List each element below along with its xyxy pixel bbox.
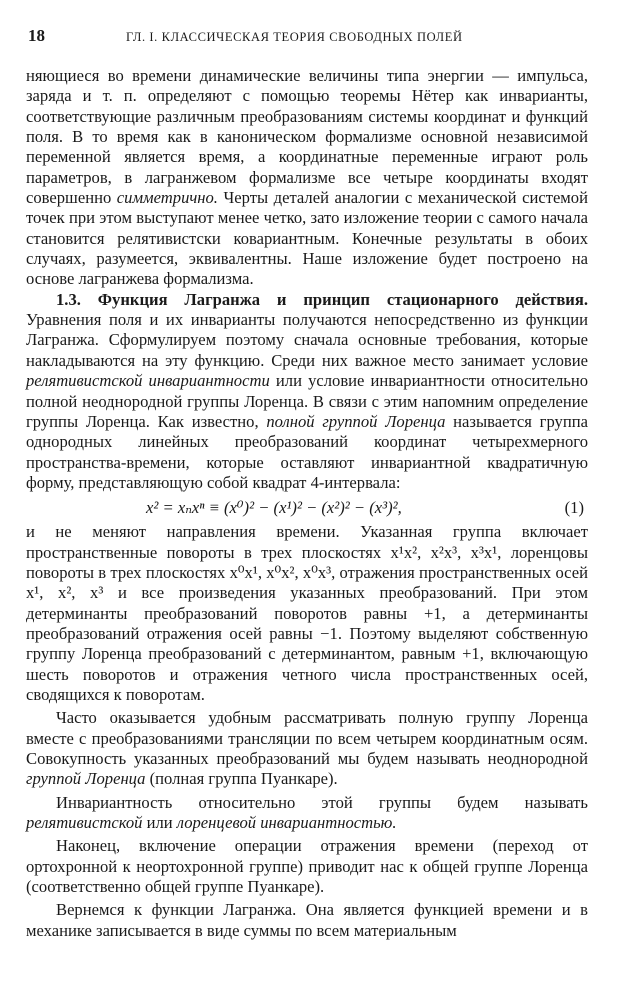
text-run: Уравнения поля и их инварианты получаются непосредственно из функции Лагранжа. Сформулируем поэтому сначала основные требования, которые накладываются на эту функцию. Среди них важное место занимает условие — [26, 310, 588, 370]
text-run: Инвариантность относительно этой группы будем называть — [56, 792, 588, 812]
paragraph-time-reflection — [26, 836, 588, 897]
text-run: и не меняют направления времени. Указанная группа включает пространственные повороты в трех плоскостях x¹x², x²x³, x³x¹, лоренцовы повороты в трех плоскостях x⁰x¹, x⁰x², x⁰x³, отражения пространственных осей x¹, x², x³ и все произведения указанных преобразований. При этом детерминанты преобразований поворотов равны +1, а детерминанты преобразований отражения осей равны −1. Поэтому выделяют собственную группу Лоренца преобразований с детерминантом, равным +1, включающую шесть поворотов и отражения четного числа пространственных осей, сводящихся к поворотам. — [26, 522, 588, 704]
text-run: или условие инвариантности относительно полной неоднородной группы Лоренца. В связи с этим напомним определение группы Лоренца. Как известно, — [26, 371, 588, 431]
paragraph-continuation — [26, 66, 588, 290]
paragraph-lorentz-group — [26, 522, 588, 705]
text-run: называется группа однородных линейных преобразований координат четырехмерного пространства-времени, которые оставляют инвариантной квадратичную форму, представляющую собой квадрат 4-интервала: — [26, 411, 588, 492]
emphasis-text: симметрично. — [116, 188, 218, 208]
section-heading: 1.3. Функция Лагранжа и принцип стационарного действия. — [56, 289, 588, 309]
emphasis-text: лоренцевой инвариантностью. — [176, 813, 397, 833]
page-number: 18 — [28, 26, 45, 45]
emphasis-text: полной группой Лоренца — [266, 411, 446, 431]
text-run: няющиеся во времени динамические величины типа энергии — импульса, заряда и т. п. определяют с помощью теоремы Нётер как инварианты, соответствующие различным преобразованиям системы координат и функций поля. В то время как в каноническом формализме основной независимой переменной является время, а координатные переменные играют роль параметров, в лагранжевом формализме все четыре координаты входят совершенно — [26, 66, 588, 208]
running-title: ГЛ. I. КЛАССИЧЕСКАЯ ТЕОРИЯ СВОБОДНЫХ ПОЛЕЙ — [126, 30, 463, 44]
equation-formula: x² = xₙxⁿ ≡ (x⁰)² − (x¹)² − (x²)² − (x³)², — [146, 498, 402, 518]
text-run: или — [142, 813, 177, 833]
text-run: (полная группа Пуанкаре). — [145, 769, 338, 789]
paragraph-lagrangian — [26, 900, 588, 941]
page-header — [26, 22, 588, 52]
text-run: Вернемся к функции Лагранжа. Она является функцией времени и в механике записывается в виде суммы по всем материальным — [26, 900, 588, 940]
book-page — [26, 22, 588, 941]
text-run: Наконец, включение операции отражения времени (переход от ортохронной к неортохронной группе) приводит нас к общей группе Лоренца (соответственно общей группе Пуанкаре). — [26, 836, 588, 897]
emphasis-text: релятивистской инвариантности — [26, 371, 270, 391]
text-run: Черты деталей аналогии с механической системой точек при этом выступают менее четко, зато изложение теории с самого начала становится релятивистски ковариантным. Конечные результаты в обоих случаях, разумеется, эквивалентны. Наше изложение будет построено на основе лагранжева формализма. — [26, 188, 588, 289]
paragraph-poincare — [26, 708, 588, 789]
text-run: Часто оказывается удобным рассматривать полную группу Лоренца вместе с преобразованиями трансляции по всем четырем координатным осям. Совокупность указанных преобразований мы будем называть неоднородной — [26, 708, 588, 768]
section-paragraph — [26, 290, 588, 493]
emphasis-text: группой Лоренца — [26, 769, 146, 789]
paragraph-invariance — [26, 793, 588, 834]
emphasis-text: релятивистской — [26, 813, 143, 833]
equation-number: (1) — [564, 498, 584, 518]
equation-1 — [26, 493, 588, 522]
